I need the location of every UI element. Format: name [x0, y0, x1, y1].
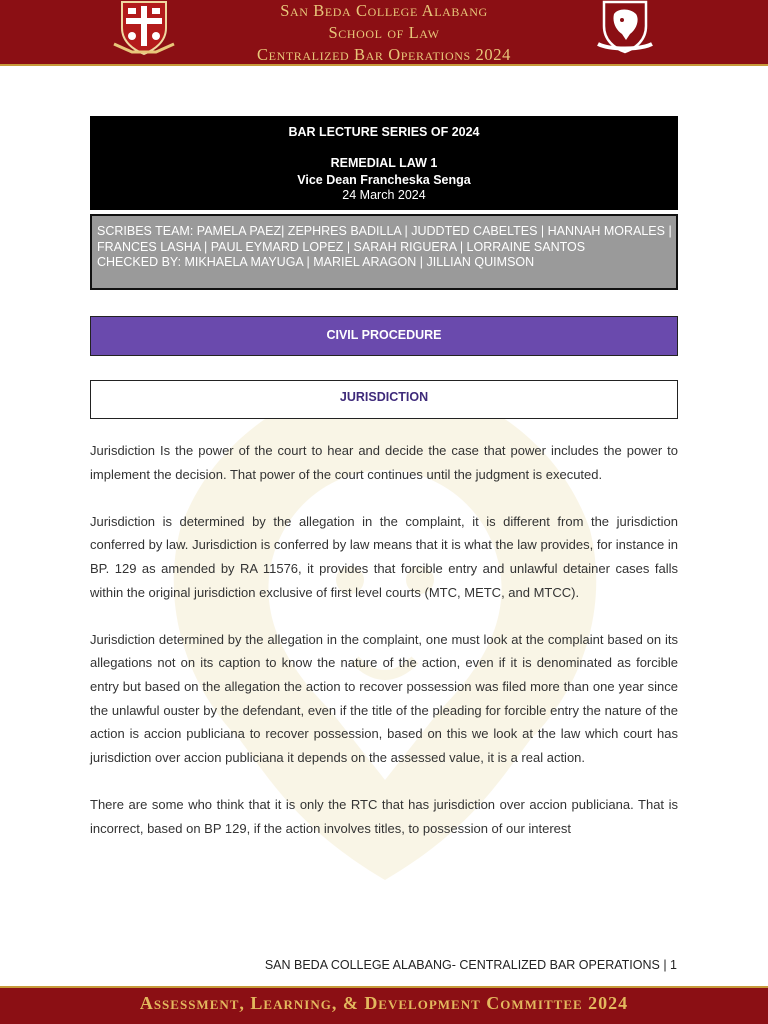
- lecture-subject: REMEDIAL LAW 1: [330, 156, 438, 170]
- lecturer-name: Vice Dean Francheska Senga: [297, 173, 471, 187]
- lecture-title-box: [90, 116, 678, 210]
- header-line-school: School of Law: [328, 23, 440, 42]
- section-heading: CIVIL PROCEDURE: [90, 316, 678, 356]
- san-beda-crest-icon: [112, 0, 176, 56]
- page-footer-note: SAN BEDA COLLEGE ALABANG- CENTRALIZED BAR OPERATIONS | 1: [264, 958, 677, 972]
- law-school-lion-icon: [596, 0, 654, 56]
- document-header: [0, 0, 768, 66]
- checked-by-text: CHECKED BY: MIKHAELA MAYUGA | MARIEL ARAGON | JILLIAN QUIMSON: [97, 255, 535, 270]
- lecture-date: 24 March 2024: [342, 188, 426, 202]
- header-title-block: [200, 0, 568, 66]
- lecture-body: [90, 439, 678, 864]
- scribes-team-text: SCRIBES TEAM: PAMELA PAEZ| ZEPHRES BADILLA | JUDDTED CABELTES | HANNAH MORALES | FRANCES LASHA | PAUL EYMARD LOPEZ | SARAH RIGUERA | LORRAINE SANTOS: [97, 224, 672, 254]
- document-footer: [0, 986, 768, 1024]
- header-line-operations: Centralized Bar Operations 2024: [257, 45, 511, 64]
- lecture-series-title: BAR LECTURE SERIES OF 2024: [288, 125, 480, 139]
- footer-banner-text: Assessment, Learning, & Development Committee 2024: [139, 993, 629, 1013]
- paragraph: Jurisdiction is determined by the allegation in the complaint, it is different from the jurisdiction conferred by law. Jurisdiction is conferred by law means that it is what the law provides, for instance in BP. 129 as amended by RA 11576, it provides that forcible entry and unlawful detainer cases falls within the original jurisdiction exclusive of first level courts (MTC, METC, and MTCC).: [90, 513, 678, 600]
- header-line-college: San Beda College Alabang: [280, 1, 488, 20]
- scribes-credits-box: [90, 214, 678, 290]
- paragraph: There are some who think that it is only the RTC that has jurisdiction over accion publiciana. That is incorrect, based on BP 129, if the action involves titles, to possession of our interest: [90, 796, 678, 836]
- paragraph: Jurisdiction determined by the allegation in the complaint, one must look at the complaint based on its allegations not on its caption to know the nature of the action, even if it is denominated as forcible entry but based on the allegation the action to recover possession was filed more than one year since the unlawful ouster by the defendant, even if the title of the pleading for forcible entry the nature of the action is accion publiciana to recover possession, based on this we look at the law which court has jurisdiction over accion publiciana it depends on the assessed value, it is a real action.: [90, 631, 678, 765]
- subsection-heading: JURISDICTION: [90, 380, 678, 419]
- paragraph: Jurisdiction Is the power of the court to hear and decide the case that power includes the power to implement the decision. That power of the court continues until the judgment is executed.: [90, 443, 678, 482]
